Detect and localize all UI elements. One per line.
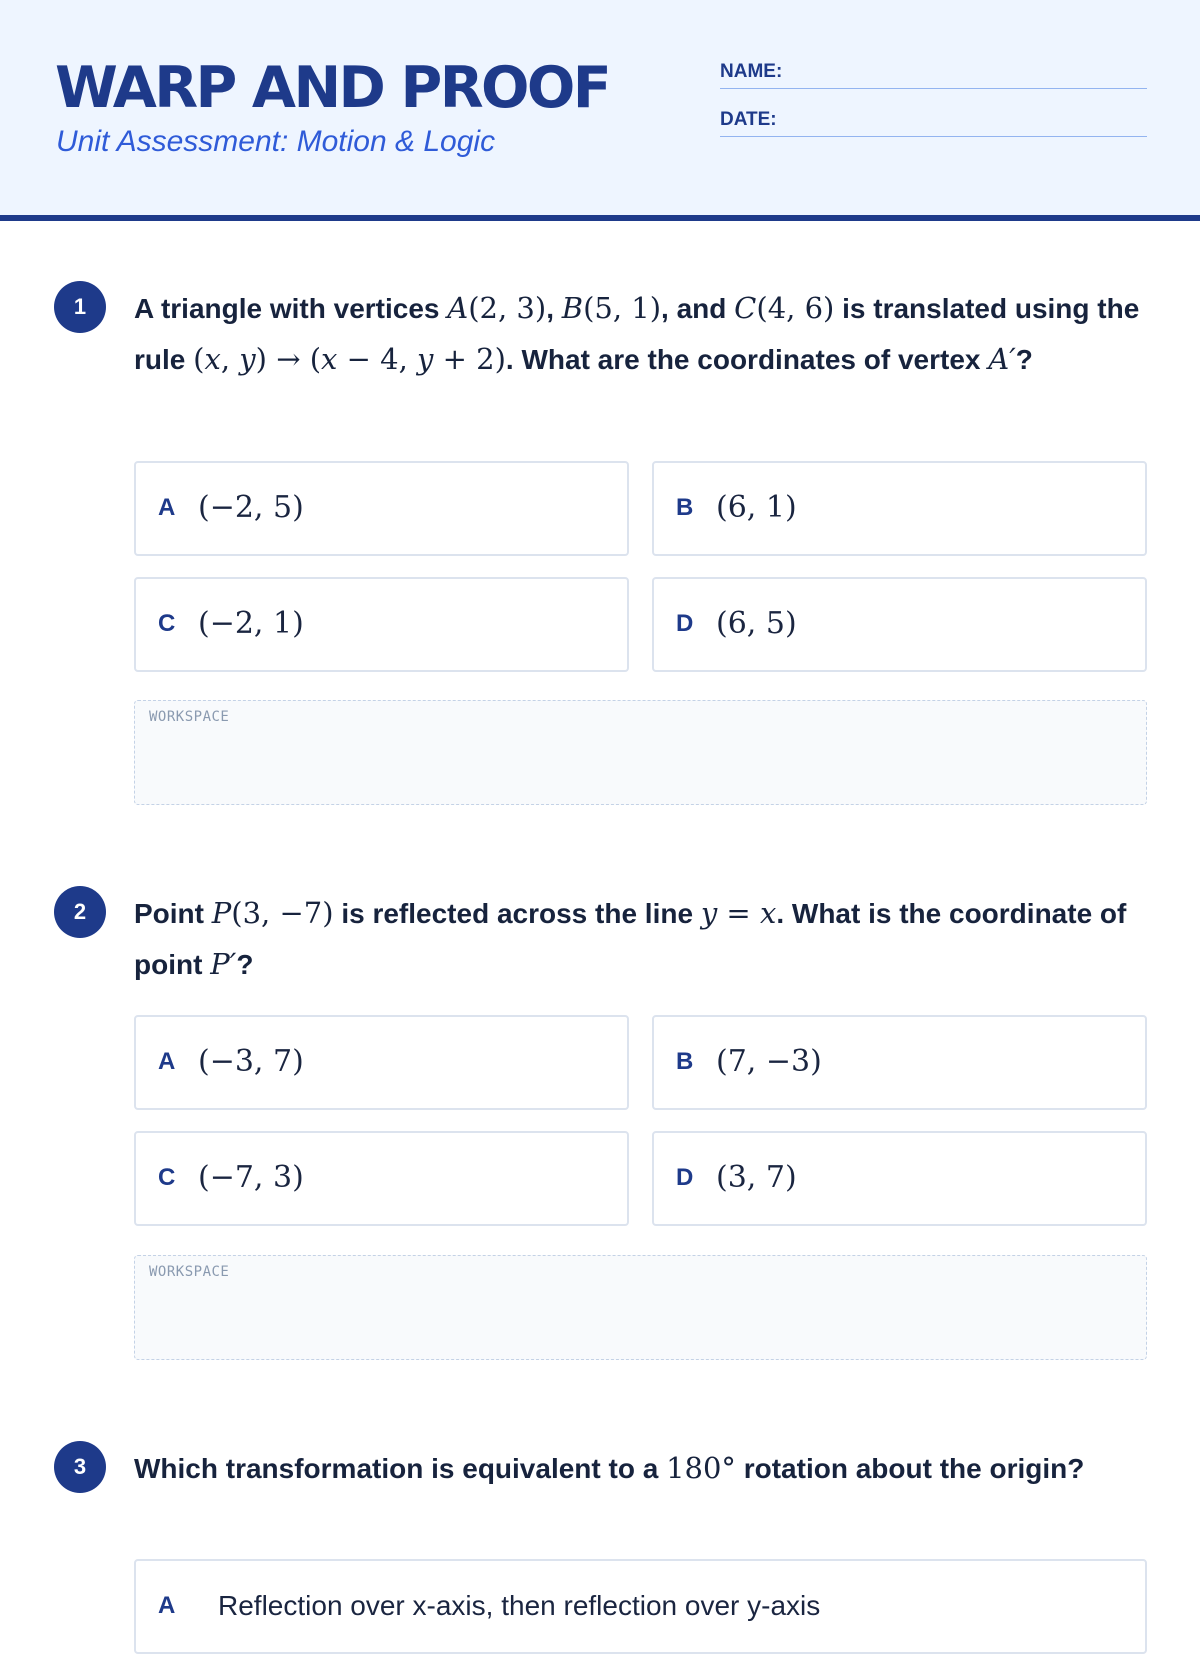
name-label: NAME: <box>720 61 783 82</box>
q1-option-c[interactable] <box>134 577 629 672</box>
page-title: WARP AND PROOF <box>55 55 610 121</box>
date-field[interactable] <box>720 109 1147 137</box>
option-letter: A <box>158 1592 176 1619</box>
q2-option-d[interactable] <box>652 1131 1147 1226</box>
question-number-1: 1 <box>54 281 106 333</box>
date-label: DATE: <box>720 109 777 130</box>
option-letter: C <box>158 610 176 637</box>
q1-option-a[interactable] <box>134 461 629 556</box>
option-value: (−3, 7) <box>198 1044 304 1079</box>
question-number-3: 3 <box>54 1441 106 1493</box>
workspace-label: WORKSPACE <box>149 1264 230 1280</box>
option-value: (6, 1) <box>716 490 797 525</box>
option-value: (−7, 3) <box>198 1160 304 1195</box>
q2-workspace[interactable] <box>134 1255 1147 1360</box>
option-value: Reflection over x-axis, then reflection over y-axis <box>218 1590 821 1621</box>
option-value: (−2, 5) <box>198 490 304 525</box>
q3-option-a[interactable] <box>134 1559 1147 1654</box>
option-letter: A <box>158 494 176 521</box>
option-value: (7, −3) <box>716 1044 822 1079</box>
name-field[interactable] <box>720 61 1147 89</box>
q2-option-c[interactable] <box>134 1131 629 1226</box>
option-letter: A <box>158 1048 176 1075</box>
workspace-label: WORKSPACE <box>149 709 230 725</box>
q1-option-d[interactable] <box>652 577 1147 672</box>
question-number-2: 2 <box>54 886 106 938</box>
option-letter: B <box>676 494 694 521</box>
option-letter: C <box>158 1164 176 1191</box>
question-text-3: Which transformation is equivalent to a 180° rotation about the origin? <box>134 1451 1085 1485</box>
option-value: (3, 7) <box>716 1160 797 1195</box>
option-letter: D <box>676 610 694 637</box>
option-value: (6, 5) <box>716 606 797 641</box>
option-letter: D <box>676 1164 694 1191</box>
q2-option-b[interactable] <box>652 1015 1147 1110</box>
q1-option-b[interactable] <box>652 461 1147 556</box>
assessment-header <box>0 0 1200 221</box>
option-value: (−2, 1) <box>198 606 304 641</box>
page-subtitle: Unit Assessment: Motion & Logic <box>56 125 496 158</box>
question-text-2: Point P(3, −7) is reflected across the line y = x. What is the coordinate of point P′? <box>134 896 1127 981</box>
q1-workspace[interactable] <box>134 700 1147 805</box>
option-letter: B <box>676 1048 694 1075</box>
question-text-1: A triangle with vertices A(2, 3), B(5, 1), and C(4, 6) is translated using the rule (x, y) → (x − 4, y + 2). What are the coordinates of vertex A′? <box>134 291 1140 376</box>
q2-option-a[interactable] <box>134 1015 629 1110</box>
